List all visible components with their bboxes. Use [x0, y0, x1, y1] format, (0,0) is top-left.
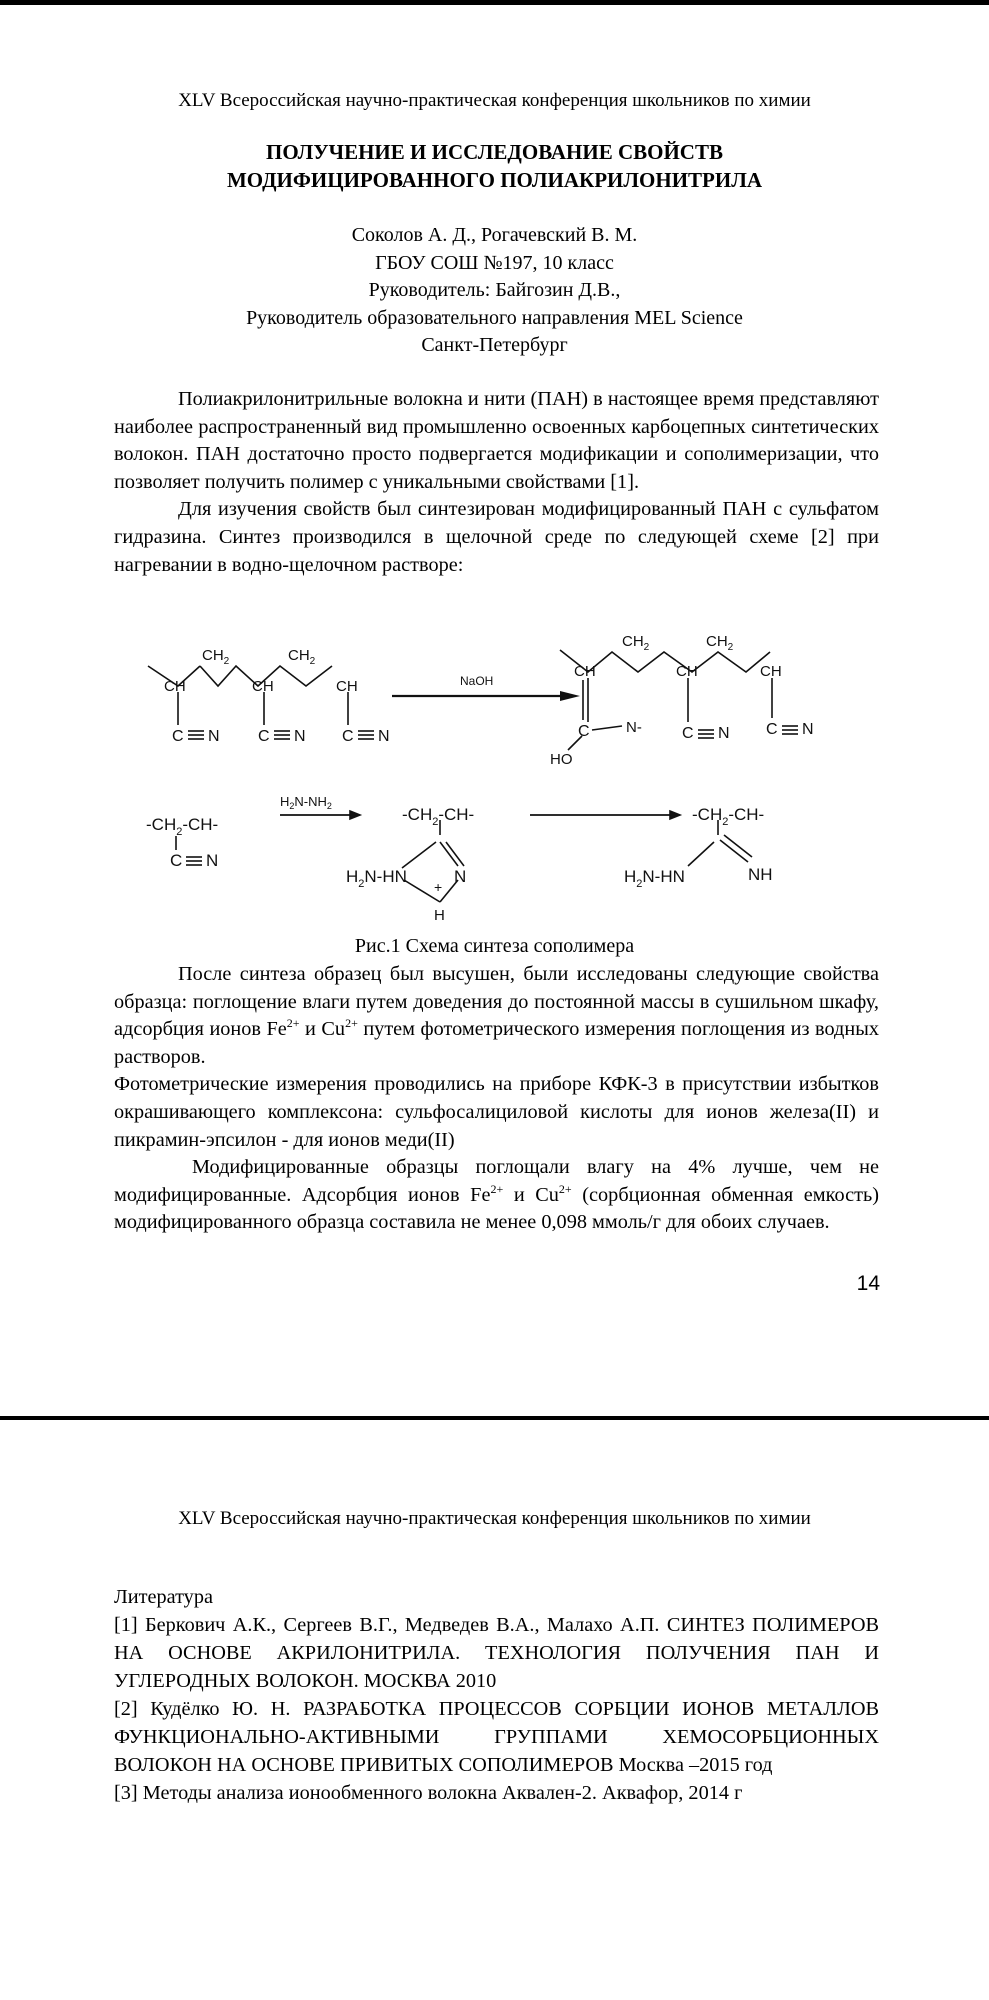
city-line: Санкт-Петербург [421, 334, 568, 356]
literature-section [114, 1583, 879, 1807]
paragraph-5: Модифицированные образцы поглощали влагу на 4% лучше, чем не модифицированные. Адсорбция ионов $Fe^{2+}$ и $Cu^{2+}$ (сорбционная обменная емкость) модифицированного образца составила не менее 0,098 ммоль/г для обоих случаев. [114, 1156, 879, 1234]
svg-text:-CH2-CH-: $-CH_2-CH-$ [402, 805, 475, 828]
paragraph-1: Полиакрилонитрильные волокна и нити (ПАН) в настоящее время представляют наиболее распространенный вид промышленно освоенных карбоцепных синтетических волокон. ПАН достаточно просто подвергается модификации и сополимеризации, что позволяет получить полимер с уникальными свойствами [1]. [114, 388, 879, 493]
svg-text:C: C [766, 721, 778, 738]
svg-text:CH: CH [252, 678, 274, 695]
svg-text:CH: CH [574, 663, 596, 680]
svg-text:C: C [172, 728, 184, 745]
svg-text:H: H [434, 907, 445, 924]
svg-text:CH2: $CH_2$ [622, 633, 650, 653]
svg-text:CH: CH [336, 678, 358, 695]
page-divider [0, 1416, 989, 1420]
authors-block [0, 222, 989, 360]
svg-text:C: C [170, 851, 183, 870]
svg-text:N: N [718, 725, 730, 742]
svg-text:N: N [802, 721, 814, 738]
svg-text:N: N [294, 728, 306, 745]
scheme-nh: NH [748, 865, 773, 884]
title-line-2: МОДИФИЦИРОВАННОГО ПОЛИАКРИЛОНИТРИЛА [226, 168, 763, 192]
scheme-n-minus: N- [626, 719, 642, 736]
supervisor-role-line: Руководитель образовательного направления MEL Science [246, 306, 743, 329]
svg-text:C: C [258, 728, 270, 745]
paragraph-2: Для изучения свойств был синтезирован модифицированный ПАН с сульфатом гидразина. Синтез производился в щелочной среде по следующей схеме [2] при нагревании в водно-щелочном растворе: [114, 498, 879, 576]
title-line-1: ПОЛУЧЕНИЕ И ИССЛЕДОВАНИЕ СВОЙСТВ [266, 140, 723, 164]
svg-text:+: + [434, 879, 443, 895]
figure-caption: Рис.1 Схема синтеза сополимера [354, 935, 635, 957]
authors-line: Соколов А. Д., Рогачевский В. М. [351, 224, 638, 246]
scheme-ch: CH [164, 678, 186, 695]
reference-1: [1] Беркович А.К., Сергеев В.Г., Медведев В.А., Малахо А.П. СИНТЕЗ ПОЛИМЕРОВ НА ОСНОВЕ АКРИЛОНИТРИЛА. ТЕХНОЛОГИЯ ПОЛУЧЕНИЯ ПАН И УГЛЕРОДНЫХ ВОЛОКОН. МОСКВА 2010 [114, 1614, 879, 1692]
svg-text:N: N [378, 728, 390, 745]
svg-text:CH: CH [760, 663, 782, 680]
svg-text:CH2: $CH_2$ [202, 647, 230, 667]
svg-text:N: N [208, 728, 220, 745]
svg-text:C: C [682, 725, 694, 742]
supervisor-line: Руководитель: Байгозин Д.В., [368, 279, 621, 301]
paragraph-4: Фотометрические измерения проводились на приборе КФК-3 в присутствии избытков окрашивающего комплексона: сульфосалициловой кислоты для ионов железа(II) и пикрамин-эпсилон - для ионов меди(II) [114, 1073, 879, 1151]
svg-text:C: C [578, 723, 590, 740]
svg-text:CH2: $CH_2$ [706, 633, 734, 653]
svg-text:C: C [342, 728, 354, 745]
scheme-ho: HO [550, 751, 573, 768]
conference-header-page-2: XLV Всероссийская научно-практическая конференция школьников по химии [178, 1508, 811, 1529]
scheme-naoh: NaOH [460, 674, 494, 688]
article-title [0, 138, 989, 194]
svg-text:CH2: $CH_2$ [288, 647, 316, 667]
intro-text [114, 386, 879, 579]
reference-3: [3] Методы анализа ионообменного волокна Аквален-2. Аквафор, 2014 г [114, 1782, 743, 1804]
reference-2: [2] Кудёлко Ю. Н. РАЗРАБОТКА ПРОЦЕССОВ СОРБЦИИ ИОНОВ МЕТАЛЛОВ ФУНКЦИОНАЛЬНО-АКТИВНЫМИ ГРУППАМИ ХЕМОСОРБЦИОННЫХ ВОЛОКОН НА ОСНОВЕ ПРИВИТЫХ СОПОЛИМЕРОВ Москва –2015 год [114, 1698, 879, 1776]
svg-text:H2N-HN: $H_2N-HN$ [624, 867, 685, 890]
svg-text:-CH2-CH-: $-CH_2-CH-$ [146, 815, 219, 838]
school-line: ГБОУ СОШ №197, 10 класс [375, 251, 614, 274]
svg-text:CH: CH [676, 663, 698, 680]
svg-text:H2N-HN: $H_2N-HN$ [346, 867, 407, 890]
svg-text:-CH2-CH-: $-CH_2-CH-$ [692, 805, 765, 828]
literature-title: Литература [114, 1586, 213, 1608]
results-text [114, 961, 879, 1237]
svg-text:N: N [206, 851, 219, 870]
top-border [0, 0, 989, 5]
paragraph-3: После синтеза образец был высушен, были исследованы следующие свойства образца: поглощение влаги путем доведения до постоянной массы в сушильном шкафу, адсорбция ионов $Fe^{2+}$ и $Cu^{2+}$ путем фотометрического измерения поглощения из водных растворов. [114, 963, 879, 1068]
scheme-ch2: CH [202, 647, 224, 664]
conference-header: XLV Всероссийская научно-практическая конференция школьников по химии [178, 90, 811, 111]
svg-text:N: N [454, 867, 467, 886]
synthesis-scheme [140, 630, 820, 930]
scheme-hydrazine: $H_2N-NH_2$ [280, 794, 332, 811]
page-number: 14 [856, 1272, 880, 1295]
